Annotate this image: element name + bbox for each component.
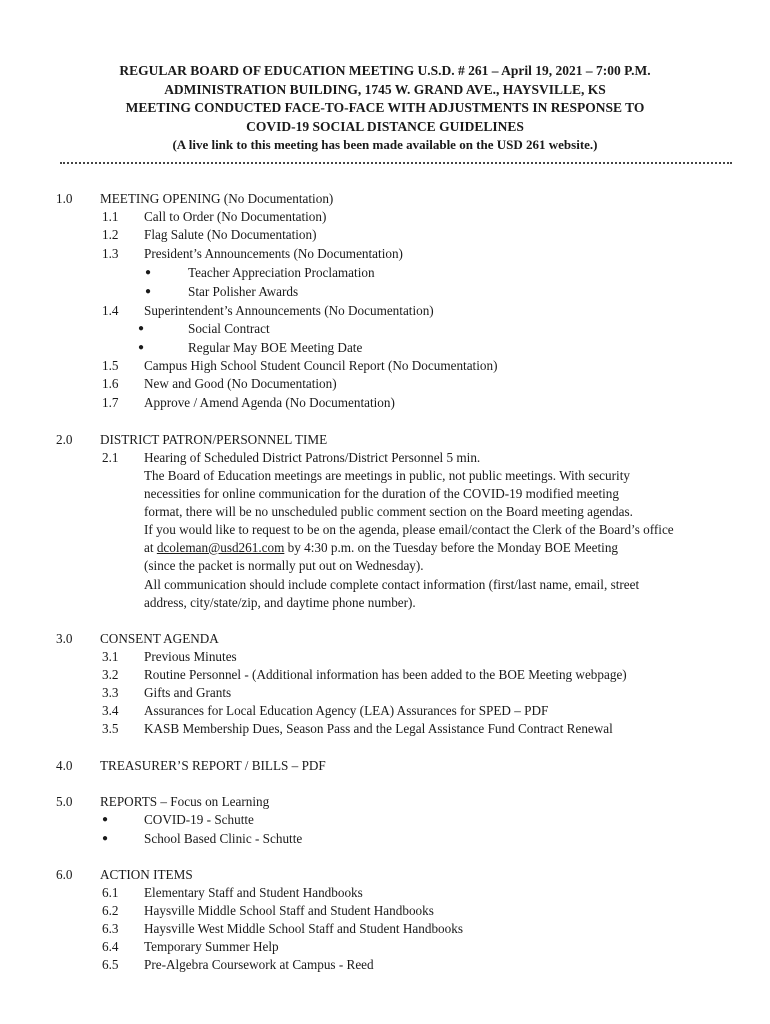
item-number: 1.6 <box>102 376 119 391</box>
bullet-icon: ● <box>102 833 109 844</box>
bullet-text: Star Polisher Awards <box>188 284 299 299</box>
paragraph-line: format, there will be no unscheduled public comment section on the Board meeting agendas. <box>144 504 633 519</box>
section-title: ACTION ITEMS <box>100 867 193 882</box>
item-number: 6.4 <box>102 939 119 954</box>
item-text: Call to Order (No Documentation) <box>144 209 327 224</box>
bullet-icon: ● <box>138 323 145 334</box>
bullet-icon: ● <box>145 286 152 297</box>
item-text: Assurances for Local Education Agency (LEA) Assurances for SPED – PDF <box>144 703 549 718</box>
dotted-divider <box>60 162 732 164</box>
section-number: 2.0 <box>56 432 73 447</box>
item-text: Temporary Summer Help <box>144 939 279 954</box>
agenda-header <box>0 62 770 155</box>
item-number: 6.5 <box>102 957 119 972</box>
item-number: 1.5 <box>102 358 119 373</box>
header-line-4: COVID-19 SOCIAL DISTANCE GUIDELINES <box>246 118 524 134</box>
section-title: MEETING OPENING (No Documentation) <box>100 191 334 206</box>
item-text: Haysville Middle School Staff and Student Handbooks <box>144 903 434 918</box>
item-number: 3.5 <box>102 721 119 736</box>
section-title: TREASURER’S REPORT / BILLS – PDF <box>100 758 326 773</box>
paragraph-line: necessities for online communication for the duration of the COVID-19 modified meeting <box>144 486 619 501</box>
paragraph-line: All communication should include complete contact information (first/last name, email, street <box>144 577 640 592</box>
item-text: Pre-Algebra Coursework at Campus - Reed <box>144 957 374 972</box>
item-number: 3.3 <box>102 685 119 700</box>
paragraph-line: address, city/state/zip, and daytime phone number). <box>144 595 416 610</box>
section-number: 4.0 <box>56 758 73 773</box>
paragraph-line: If you would like to request to be on the agenda, please email/contact the Clerk of the Board’s office <box>144 522 674 537</box>
paragraph-line <box>144 539 618 557</box>
header-line-5: (A live link to this meeting has been made available on the USD 261 website.) <box>172 137 598 152</box>
item-number: 1.3 <box>102 246 119 261</box>
bullet-text: School Based Clinic - Schutte <box>144 831 303 846</box>
bullet-icon: ● <box>102 814 109 825</box>
section-title: CONSENT AGENDA <box>100 631 219 646</box>
header-line-1: REGULAR BOARD OF EDUCATION MEETING U.S.D. # 261 – April 19, 2021 – 7:00 P.M. <box>119 63 651 78</box>
section-number: 5.0 <box>56 794 73 809</box>
item-text: Gifts and Grants <box>144 685 232 700</box>
item-number: 6.2 <box>102 903 119 918</box>
bullet-icon: ● <box>138 342 145 353</box>
header-line-2: ADMINISTRATION BUILDING, 1745 W. GRAND AVE., HAYSVILLE, KS <box>164 81 606 97</box>
item-number: 6.1 <box>102 885 119 900</box>
item-number: 6.3 <box>102 921 119 936</box>
item-text: Superintendent’s Announcements (No Documentation) <box>144 303 434 318</box>
section-title: DISTRICT PATRON/PERSONNEL TIME <box>100 432 328 447</box>
item-number: 1.7 <box>102 395 119 410</box>
bullet-text: Regular May BOE Meeting Date <box>188 340 363 355</box>
item-text: Previous Minutes <box>144 649 237 664</box>
item-text: KASB Membership Dues, Season Pass and the Legal Assistance Fund Contract Renewal <box>144 721 613 736</box>
item-text: Routine Personnel - (Additional information has been added to the BOE Meeting webpage) <box>144 667 627 682</box>
section-number: 1.0 <box>56 191 73 206</box>
item-text: Flag Salute (No Documentation) <box>144 227 317 242</box>
item-text: Campus High School Student Council Report (No Documentation) <box>144 358 498 373</box>
section-number: 3.0 <box>56 631 73 646</box>
item-text: President’s Announcements (No Documentation) <box>144 246 403 261</box>
clerk-email-link[interactable]: dcoleman@usd261.com <box>156 540 285 555</box>
bullet-icon: ● <box>145 267 152 278</box>
item-text: Haysville West Middle School Staff and Student Handbooks <box>144 921 463 936</box>
bullet-text: COVID-19 - Schutte <box>144 812 254 827</box>
section-title: REPORTS – Focus on Learning <box>100 794 270 809</box>
paragraph-text: at <box>144 540 157 555</box>
paragraph-line: (since the packet is normally put out on Wednesday). <box>144 558 424 573</box>
item-text: New and Good (No Documentation) <box>144 376 337 391</box>
item-number: 1.4 <box>102 303 119 318</box>
bullet-text: Teacher Appreciation Proclamation <box>188 265 375 280</box>
item-number: 1.2 <box>102 227 119 242</box>
item-text: Hearing of Scheduled District Patrons/District Personnel 5 min. <box>144 450 481 465</box>
bullet-text: Social Contract <box>188 321 270 336</box>
item-text: Approve / Amend Agenda (No Documentation) <box>144 395 395 410</box>
item-number: 1.1 <box>102 209 119 224</box>
paragraph-text: by 4:30 p.m. on the Tuesday before the Monday BOE Meeting <box>284 540 619 555</box>
item-number: 3.2 <box>102 667 119 682</box>
section-number: 6.0 <box>56 867 73 882</box>
item-text: Elementary Staff and Student Handbooks <box>144 885 363 900</box>
item-number: 3.1 <box>102 649 119 664</box>
item-number: 2.1 <box>102 450 119 465</box>
item-number: 3.4 <box>102 703 119 718</box>
header-line-3: MEETING CONDUCTED FACE-TO-FACE WITH ADJUSTMENTS IN RESPONSE TO <box>125 100 645 115</box>
paragraph-line: The Board of Education meetings are meetings in public, not public meetings. With security <box>144 468 630 483</box>
